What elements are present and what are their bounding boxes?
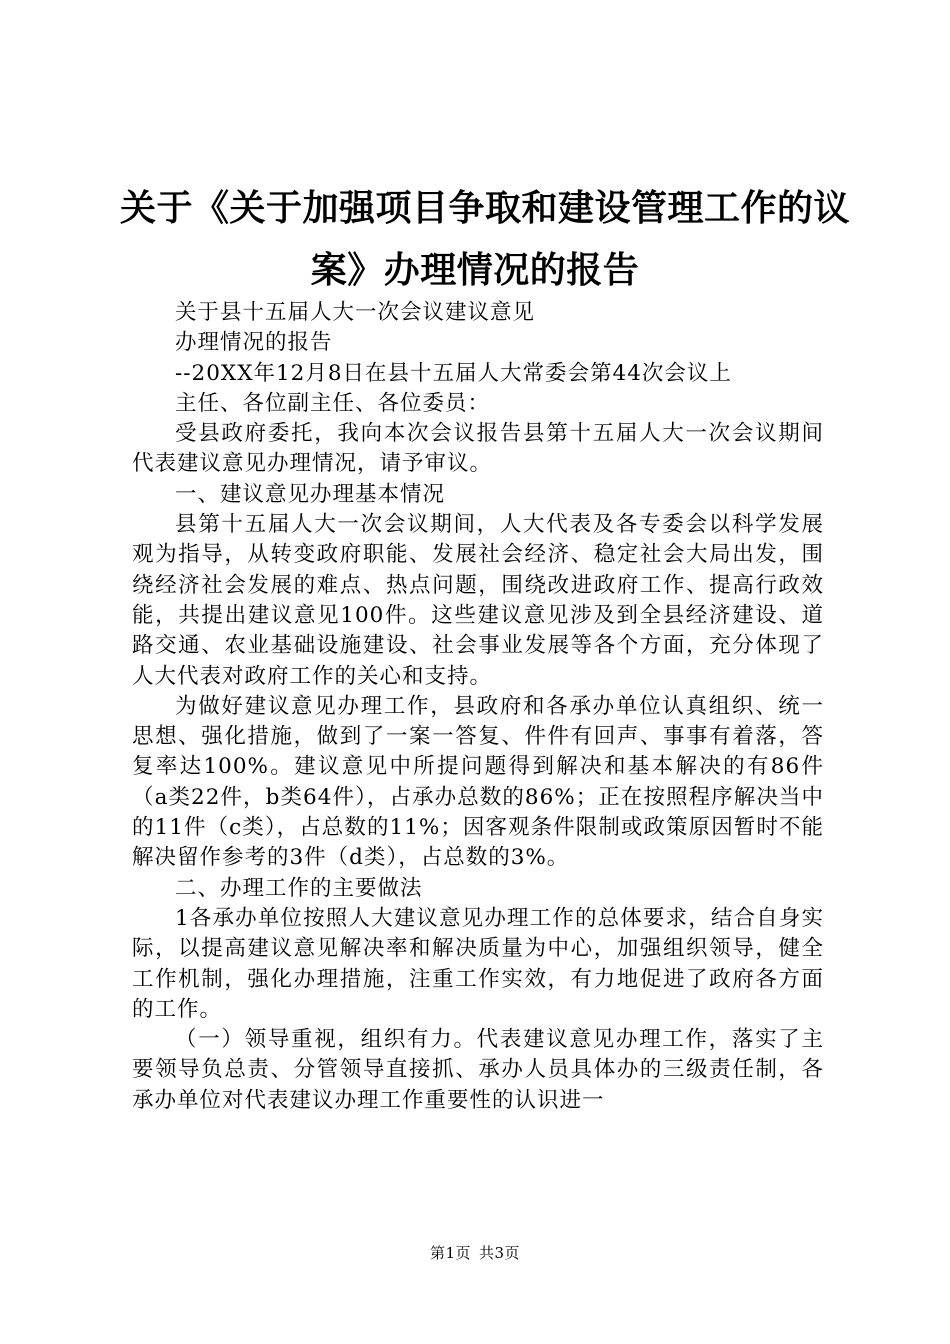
paragraph-section2-b: （一）领导重视，组织有力。代表建议意见办理工作，落实了主要领导负总责、分管领导直接抓、承办人员具体办的三级责任制，各承办单位对代表建议办理工作重要性的认识进一 [132,1027,824,1113]
page-number: 第1页 [429,1244,471,1262]
paragraph-section1-a: 县第十五届人大一次会议期间，人大代表及各专委会以科学发展观为指导，从转变政府职能、发展社会经济、稳定社会大局出发，围绕经济社会发展的难点、热点问题，围绕改进政府工作、提高行政效能，共提出建议意见100件。这些建议意见涉及到全县经济建设、道路交通、农业基础设施建设、社会事业发展等各个方面，充分体现了人大代表对政府工作的关心和支持。 [132,512,824,689]
paragraph-intro: 受县政府委托，我向本次会议报告县第十五届人大一次会议期间代表建议意见办理情况，请予审议。 [132,421,824,477]
paragraph-meeting-date: --20XX年12月8日在县十五届人大常委会第44次会议上 [175,360,732,386]
document-title-line-1: 关于《关于加强项目争取和建设管理工作的议 [120,187,851,229]
paragraph-salutation: 主任、各位副主任、各位委员： [175,390,491,416]
section-heading-2: 二、办理工作的主要做法 [175,875,423,901]
paragraph-subtitle-1: 关于县十五届人大一次会议建议意见 [175,300,536,325]
document-title-line-2: 案》办理情况的报告 [310,249,640,291]
page-total: 共3页 [479,1244,521,1262]
page-footer [0,1243,950,1263]
paragraph-section2-a: 1各承办单位按照人大建议意见办理工作的总体要求，结合自身实际，以提高建议意见解决率和解决质量为中心，加强组织领导，健全工作机制，强化办理措施，注重工作实效，有力地促进了政府各方面的工作。 [132,905,824,1022]
paragraph-section1-b: 为做好建议意见办理工作，县政府和各承办单位认真组织、统一思想、强化措施，做到了一案一答复、件件有回声、事事有着落，答复率达100%。建议意见中所提问题得到解决和基本解决的有86件（a类22件，b类64件），占承办总数的86%；正在按照程序解决当中的11件（c类），占总数的11%；因客观条件限制或政策原因暂时不能解决留作参考的3件（d类），占总数的3%。 [132,693,824,871]
paragraph-subtitle-2: 办理情况的报告 [175,330,333,356]
section-heading-1: 一、建议意见办理基本情况 [175,481,446,507]
document-body [132,298,824,1116]
